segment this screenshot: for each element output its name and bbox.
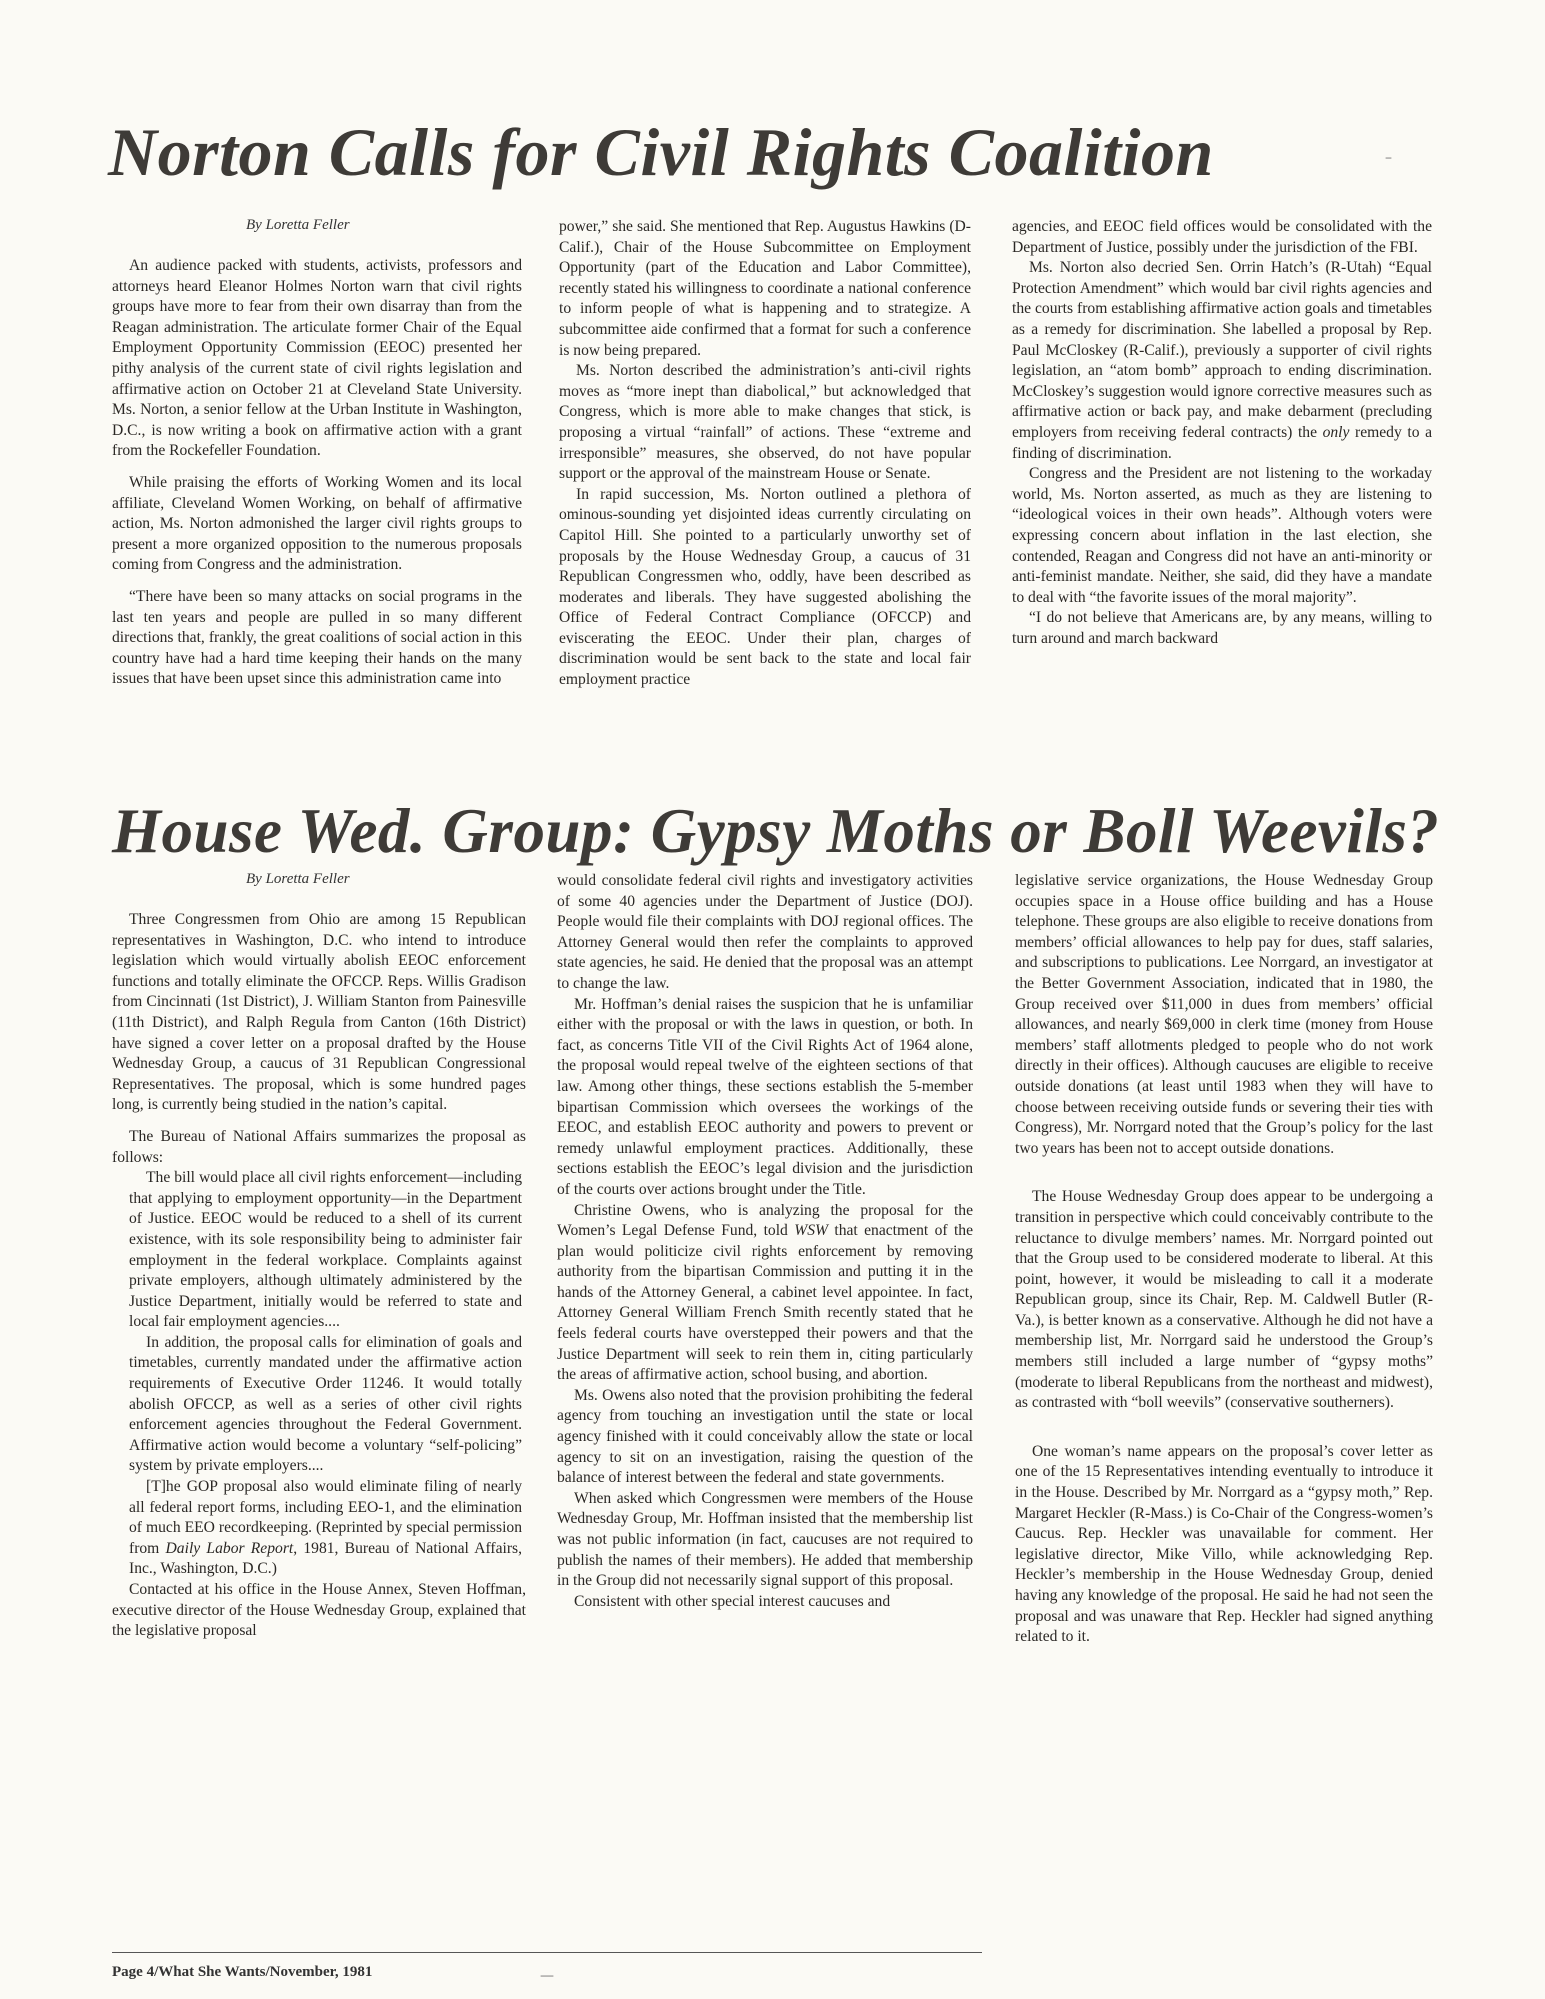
emphasis: Daily Labor Report — [165, 1539, 294, 1557]
paragraph: Congress and the President are not listening to the workaday world, Ms. Norton asserted, as much as they are listening to “ideological voices in their own heads”. Although voters were expressing concern about inflation in the last election, she contended, Reagan and Congress did not have an anti-minority or anti-feminist mandate. Neither, she said, did they have a mandate to deal with “the favorite issues of the moral majority”. — [1012, 465, 1432, 606]
paragraph: Consistent with other special interest caucuses and — [574, 1592, 891, 1610]
paragraph: Contacted at his office in the House Annex, Steven Hoffman, executive director of the House Wednesday Group, explained that the legislative proposal — [112, 1581, 526, 1640]
text-run: that enactment of the plan would politicize civil rights enforcement by removing authority from the bipartisan Commission and putting it in the hands of the Attorney General, a cabinet level appointee. In fact, Attorney General William French Smith recently stated that he feels federal courts have overstepped their powers and that the Justice Department will seek to rein them in, citing particularly the areas of affirmative action, school busing, and abortion. — [557, 1222, 973, 1384]
text-run: [T]he GOP proposal also would eliminate filing of nearly all federal report forms, including EEO-1, and the elimination of much EEO recordkeeping. (Reprinted by special permission from — [129, 1478, 522, 1557]
quoted-paragraph — [129, 1477, 522, 1580]
article2-column-3 — [1015, 871, 1433, 1648]
paragraph: “There have been so many attacks on social programs in the last ten years and people are pulled in so many different directions that, frankly, the great coalitions of social action in this country have had a hard time keeping their hands on the many issues that have been upset since this administration came into — [112, 587, 522, 688]
article1-byline: By Loretta Feller — [246, 217, 350, 233]
paragraph: Ms. Norton described the administration’s anti-civil rights moves as “more inept than diabolical,” but acknowledged that Congress, which is more able to make changes that stick, is proposing a virtual “rainfall” of actions. These “extreme and irresponsible” measures, she observed, do not have popular support or the approval of the mainstream House or Senate. — [559, 362, 971, 483]
article2-byline: By Loretta Feller — [246, 871, 350, 887]
quoted-paragraph: In addition, the proposal calls for elimination of goals and timetables, currently mandated under the affirmative action requirements of Executive Order 11246. It would totally abolish OFCCP, as well as a series of other civil rights enforcement agencies throughout the Federal Government. Affirmative action would become a voluntary “self-policing” system by private employers.... — [129, 1333, 522, 1475]
paragraph: The Bureau of National Affairs summarizes the proposal as follows: — [112, 1127, 526, 1166]
paragraph: While praising the efforts of Working Women and its local affiliate, Cleveland Women Working, on behalf of affirmative action, Ms. Norton admonished the larger civil rights groups to present a more organized opposition to the numerous proposals coming from Congress and the administration. — [112, 473, 522, 574]
paragraph: would consolidate federal civil rights and investigatory activities of some 40 agencies under the Department of Justice (DOJ). People would file their complaints with DOJ regional offices. The Attorney General would then refer the complaints to approved state agencies, he said. He denied that the proposal was an attempt to change the law. — [557, 872, 973, 992]
text-run: , 1981, Bureau of National Affairs, Inc., Washington, D.C.) — [129, 1539, 523, 1578]
paragraph: Ms. Owens also noted that the provision prohibiting the federal agency from touching an investigation until the state or local agency finished with it could conceivably allow the state or local agency to sit on an investigation, raising the question of the balance of interest between the federal and state governments. — [557, 1386, 973, 1487]
quoted-paragraph: The bill would place all civil rights enforcement—including that applying to employment opportunity—in the Department of Justice. EEOC would be reduced to a shell of its current existence, with its sole responsibility being to administer fair employment in the federal workplace. Complaints against private employers, although ultimately administered by the Justice Department, initially would be referred to state and local fair employment agencies.... — [129, 1169, 522, 1331]
emphasis: only — [1322, 423, 1350, 441]
footer-rule — [112, 1952, 982, 1953]
article1-column-2 — [559, 217, 971, 691]
paragraph: power,” she said. She mentioned that Rep. Augustus Hawkins (D-Calif.), Chair of the House Subcommittee on Employment Opportunity (part of the Education and Labor Committee), recently stated his willingness to coordinate a national conference to inform people of what is happening and to strategize. A subcommittee aide confirmed that a format for such a conference is now being prepared. — [559, 218, 971, 359]
paragraph — [557, 1201, 973, 1386]
article2-headline: House Wed. Group: Gypsy Moths or Boll Weevils? — [112, 796, 1440, 866]
paragraph: agencies, and EEOC field offices would be consolidated with the Department of Justice, possibly under the jurisdiction of the FBI. — [1012, 218, 1432, 256]
paragraph: Three Congressmen from Ohio are among 15 Republican representatives in Washington, D.C. who intend to introduce legislation which would virtually abolish EEOC enforcement functions and totally eliminate the OFCCP. Reps. Willis Gradison from Cincinnati (1st District), J. William Stanton from Painesville (11th District), and Ralph Regula from Canton (16th District) have signed a cover letter on a proposal drafted by the House Wednesday Group, a caucus of 31 Republican Congressional Representatives. The proposal, which is some hundred pages long, is currently being studied in the nation’s capital. — [112, 911, 526, 1114]
paragraph: “I do not believe that Americans are, by any means, willing to turn around and march backward — [1012, 609, 1432, 647]
article1-column-3 — [1012, 217, 1432, 649]
paragraph: In rapid succession, Ms. Norton outlined a plethora of ominous-sounding yet disjointed ideas currently circulating on Capitol Hill. She pointed to a particularly unworthy set of proposals by the House Wednesday Group, a caucus of 31 Republican Congressmen who, oddly, have been described as moderates and liberals. They have suggested abolishing the Office of Federal Contract Compliance (OFCCP) and eviscerating the EEOC. Under their plan, charges of discrimination would be sent back to the state and local fair employment practice — [559, 485, 971, 689]
paragraph: The House Wednesday Group does appear to be undergoing a transition in perspective which could conceivably contribute to the reluctance to divulge members’ names. Mr. Norrgard pointed out that the Group used to be considered moderate to liberal. At this point, however, it would be misleading to call it a moderate Republican group, since its Chair, Rep. M. Caldwell Butler (R-Va.), is better known as a conservative. Although he did not have a membership list, Mr. Norrgard said he understood the Group’s members still included a large number of “gypsy moths” (moderate to liberal Republicans from the northeast and midwest), as contrasted with “boll weevils” (conservative southerners). — [1015, 1188, 1433, 1412]
paragraph: One woman’s name appears on the proposal’s cover letter as one of the 15 Representatives intending eventually to introduce it in the House. Described by Mr. Norrgard as a “gypsy moth,” Rep. Margaret Heckler (R-Mass.) is Co-Chair of the Congress-women’s Caucus. Rep. Heckler was unavailable for comment. Her legislative director, Mike Villo, while acknowledging Rep. Heckler’s membership in the House Wednesday Group, denied having any knowledge of the proposal. He said he had not seen the proposal and was unaware that Rep. Heckler had signed anything related to it. — [1015, 1442, 1433, 1646]
article1-headline: Norton Calls for Civil Rights Coalition — [108, 114, 1214, 190]
paragraph: An audience packed with students, activists, professors and attorneys heard Eleanor Holmes Norton warn that civil rights groups have more to fear from their own disarray than from the Reagan administration. The articulate former Chair of the Equal Employment Opportunity Commission (EEOC) presented her pithy analysis of the current state of civil rights legislation and affirmative action on October 21 at Cleveland State University. Ms. Norton, a senior fellow at the Urban Institute in Washington, D.C., is now writing a book on affirmative action with a grant from the Rockefeller Foundation. — [112, 257, 522, 460]
article2-column-1 — [112, 910, 526, 1642]
paragraph — [1012, 258, 1432, 464]
article1-column-1 — [112, 256, 522, 690]
emphasis: WSW — [794, 1222, 828, 1240]
page-footer: Page 4/What She Wants/November, 1981 — [112, 1964, 373, 1980]
paragraph: legislative service organizations, the House Wednesday Group occupies space in a House office building and has a House telephone. These groups are also eligible to receive donations from members’ official allowances to help pay for dues, staff salaries, and subscriptions to publications. Lee Norrgard, an investigator at the Better Government Association, indicated that in 1980, the Group received over $11,000 in dues from members’ official allowances, and nearly $69,000 in clerk time (money from House members’ staff allotments pledged to people who do not work directly in their offices). Although caucuses are eligible to receive outside donations (at least until 1983 when they will have to choose between receiving outside funds or severing their ties with Congress), Mr. Norrgard noted that the Group’s policy for the last two years has been not to accept outside donations. — [1015, 872, 1434, 1157]
text-run: Ms. Norton also decried Sen. Orrin Hatch’s (R-Utah) “Equal Protection Amendment” which would bar civil rights agencies and the courts from establishing affirmative action goals and timetables as a remedy for discrimination. She labelled a proposal by Rep. Paul McCloskey (R-Calif.), previously a supporter of civil rights legislation, an “atom bomb” approach to ending discrimination. McCloskey’s suggestion would ignore corrective measures such as affirmative action or back pay, and make debarment (precluding employers from receiving federal contracts) the — [1012, 259, 1432, 441]
text-run: remedy to a finding of discrimination. — [1012, 423, 1432, 462]
text-run: Christine Owens, who is analyzing the proposal for the Women’s Legal Defense Fund, told — [557, 1201, 973, 1240]
scan-mark: — — [540, 1968, 554, 1984]
paragraph: When asked which Congressmen were members of the House Wednesday Group, Mr. Hoffman insisted that the membership list was not public information (in fact, caucuses are not required to publish the names of their members). He added that membership in the Group did not necessarily signal support of this proposal. — [557, 1489, 973, 1590]
paragraph: Mr. Hoffman’s denial raises the suspicion that he is unfamiliar either with the proposal or with the laws in question, or both. In fact, as concerns Title VII of the Civil Rights Act of 1964 alone, the proposal would repeal twelve of the eighteen sections of that law. Among other things, these sections establish the 5-member bipartisan Commission which oversees the workings of the EEOC, and establish EEOC authority and powers to prevent or remedy unlawful employment practices. Additionally, these sections establish the EEOC’s legal division and the jurisdiction of the courts over actions brought under the Title. — [557, 995, 973, 1198]
article2-column-2 — [557, 871, 973, 1612]
scan-mark: – — [1385, 150, 1392, 166]
